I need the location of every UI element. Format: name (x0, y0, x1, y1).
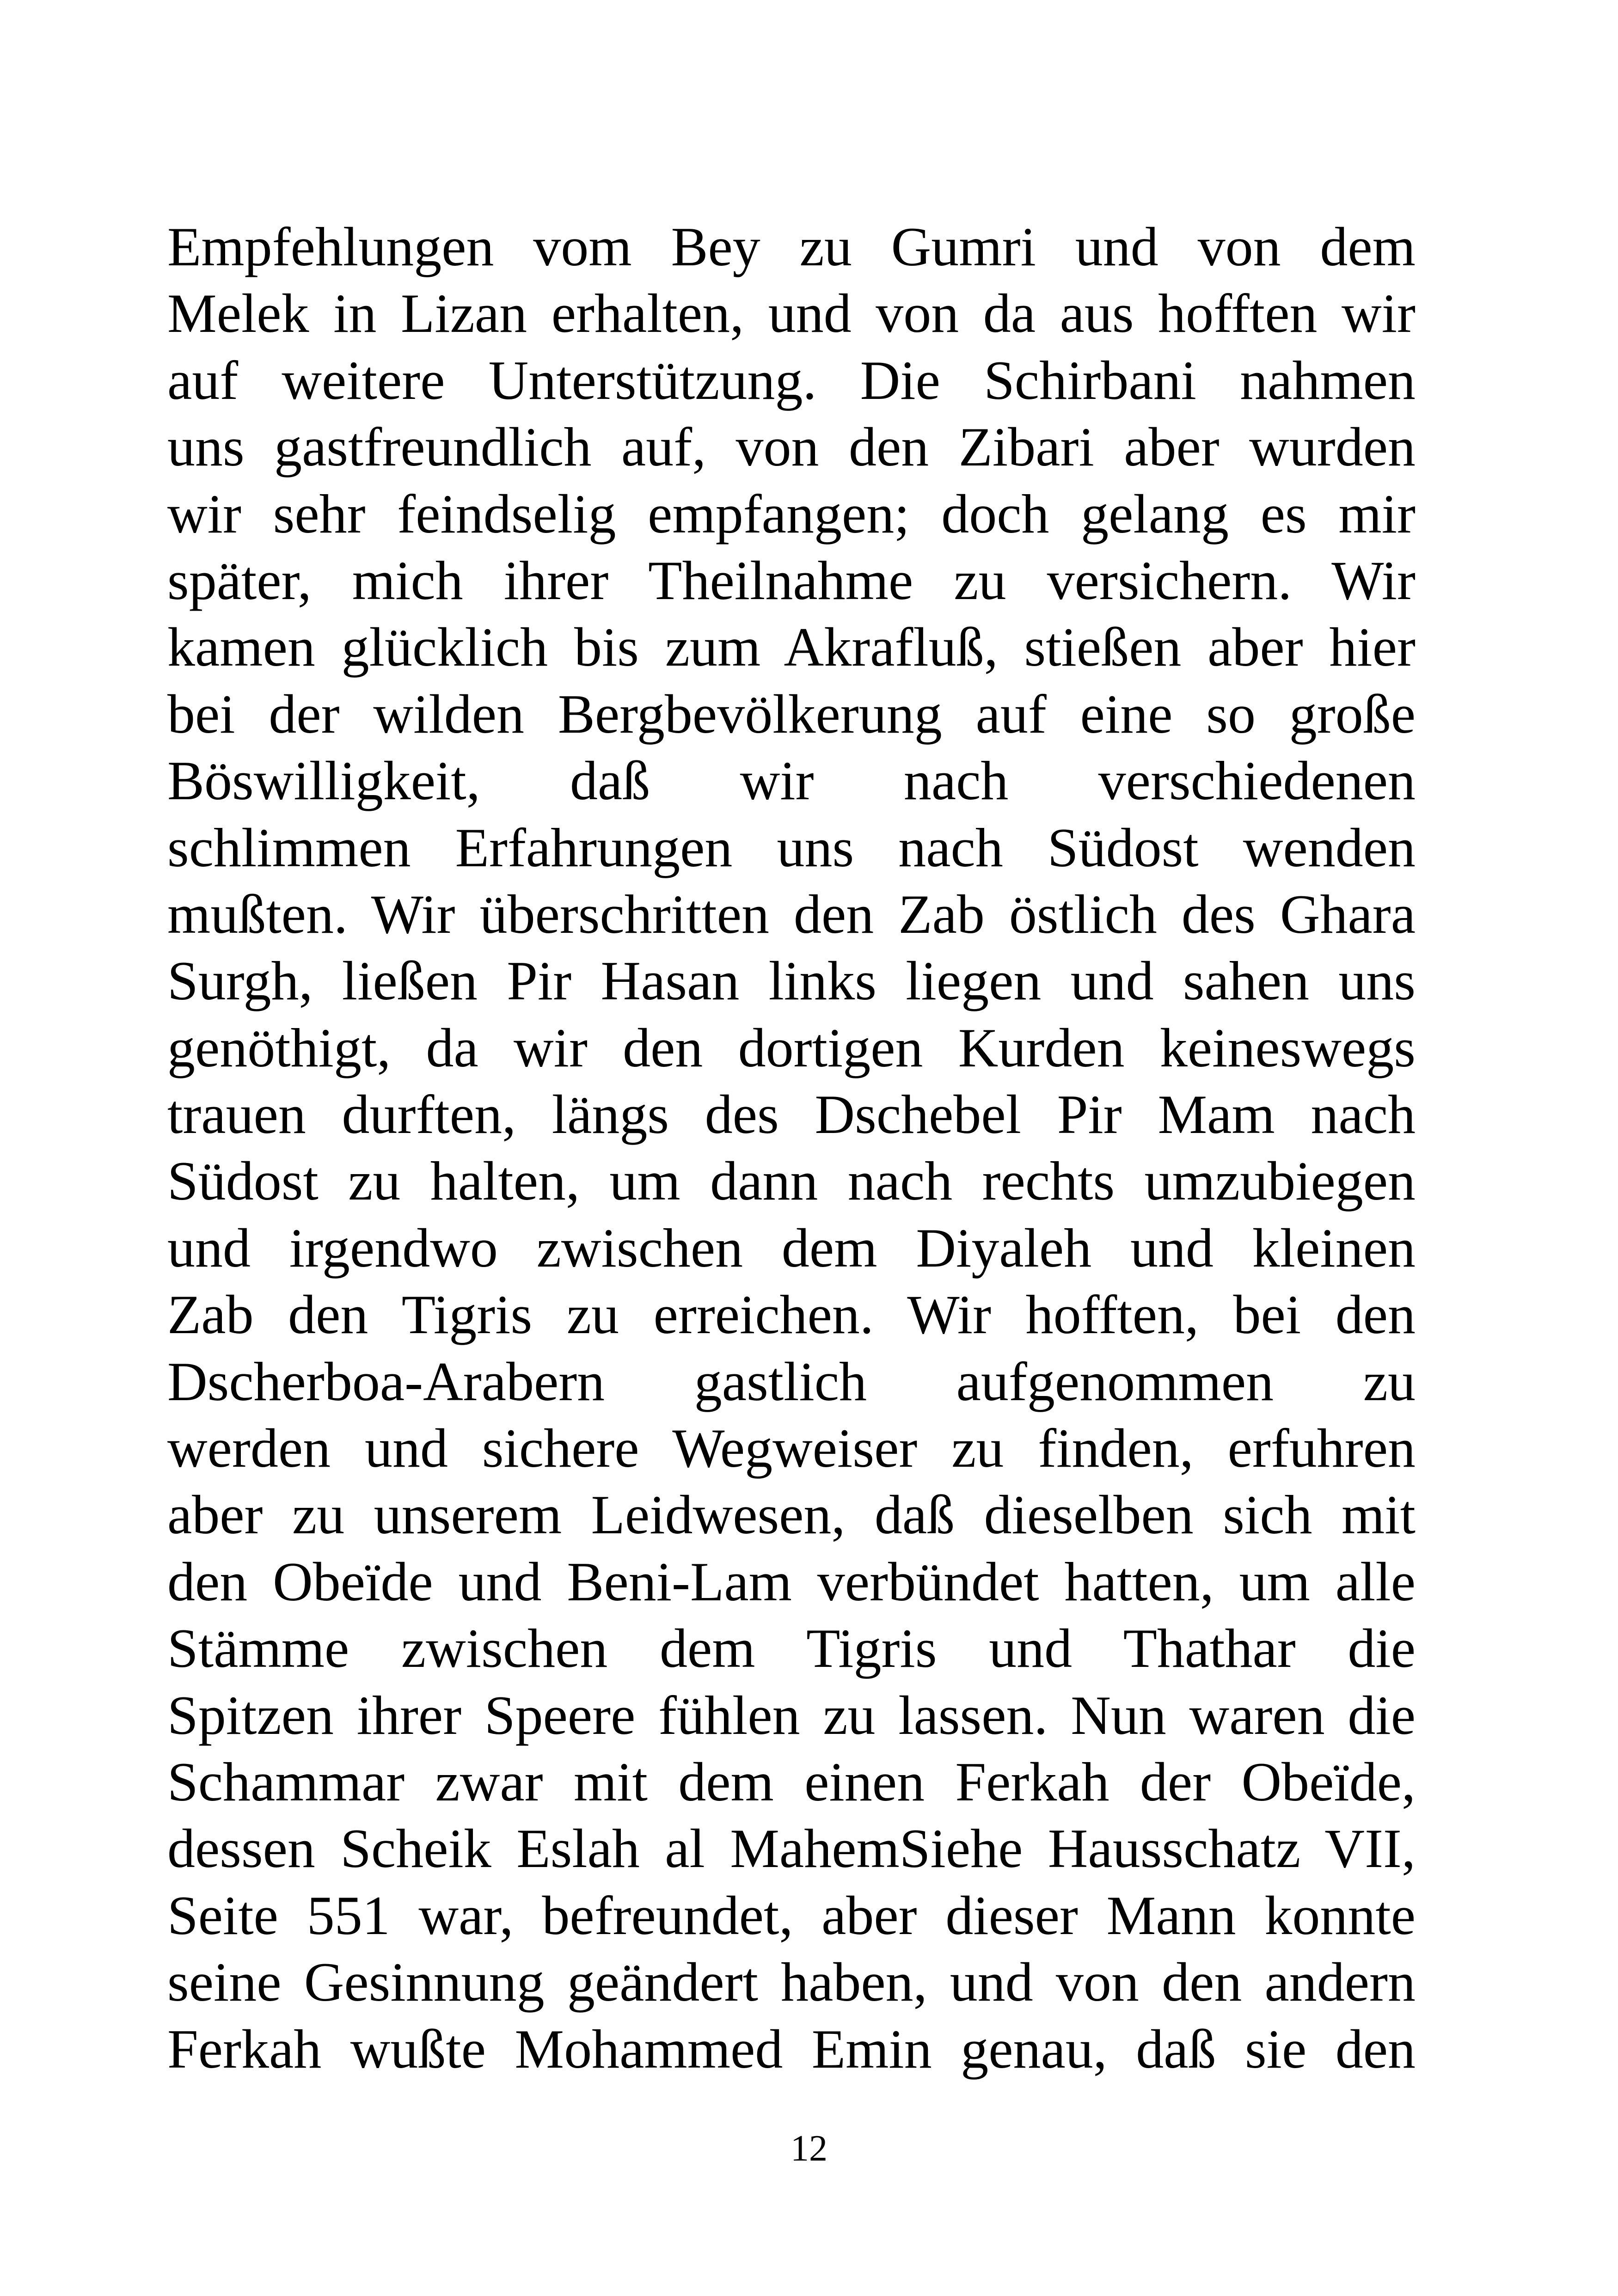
text-line: Melek in Lizan erhalten, und von da aus hofften wir (167, 282, 1416, 344)
text-line: trauen durften, längs des Dschebel Pir Mam nach (167, 1084, 1416, 1145)
text-line: wir sehr feindselig empfangen; doch gelang es mir (167, 483, 1416, 545)
text-line: Zab den Tigris zu erreichen. Wir hofften, bei den (167, 1284, 1416, 1346)
text-line: aber zu unserem Leidwesen, daß dieselben sich mit (167, 1484, 1416, 1546)
text-line: Südost zu halten, um dann nach rechts umzubiegen (167, 1150, 1416, 1212)
text-line: genöthigt, da wir den dortigen Kurden keineswegs (167, 1016, 1416, 1078)
text-line: Spitzen ihrer Speere fühlen zu lassen. Nun waren die (167, 1684, 1416, 1746)
text-line: Seite 551 war, befreundet, aber dieser Mann konnte (167, 1884, 1416, 1946)
body-text (167, 214, 1416, 2082)
text-line: Stämme zwischen dem Tigris und Thathar die (167, 1617, 1416, 1679)
text-line: werden und sichere Wegweiser zu finden, erfuhren (167, 1417, 1416, 1479)
text-line: Ferkah wußte Mohammed Emin genau, daß sie den (167, 2018, 1416, 2080)
text-line: Schammar zwar mit dem einen Ferkah der Obeïde, (167, 1751, 1416, 1812)
text-line: Dscherboa-Arabern gastlich aufgenommen zu (167, 1350, 1416, 1412)
text-line: seine Gesinnung geändert haben, und von den andern (167, 1951, 1416, 2013)
text-line: schlimmen Erfahrungen uns nach Südost wenden (167, 816, 1416, 878)
page-number: 12 (791, 2128, 827, 2169)
text-line: mußten. Wir überschritten den Zab östlich des Ghara (167, 883, 1416, 945)
text-line: den Obeïde und Beni-Lam verbündet hatten, um alle (167, 1550, 1416, 1612)
text-line: auf weitere Unterstützung. Die Schirbani nahmen (167, 349, 1416, 411)
text-line: Böswilligkeit, daß wir nach verschiedenen (167, 750, 1416, 812)
text-line: bei der wilden Bergbevölkerung auf eine so große (167, 683, 1416, 745)
text-line: später, mich ihrer Theilnahme zu versichern. Wir (167, 549, 1416, 611)
text-line: uns gastfreundlich auf, von den Zibari aber wurden (167, 416, 1416, 478)
text-line: kamen glücklich bis zum Akrafluß, stießen aber hier (167, 616, 1416, 678)
text-line: dessen Scheik Eslah al MahemSiehe Hausschatz VII, (167, 1818, 1416, 1880)
text-line: Empfehlungen vom Bey zu Gumri und von dem (167, 216, 1416, 277)
text-line: Surgh, ließen Pir Hasan links liegen und sahen uns (167, 950, 1416, 1012)
text-line: und irgendwo zwischen dem Diyaleh und kleinen (167, 1217, 1416, 1279)
